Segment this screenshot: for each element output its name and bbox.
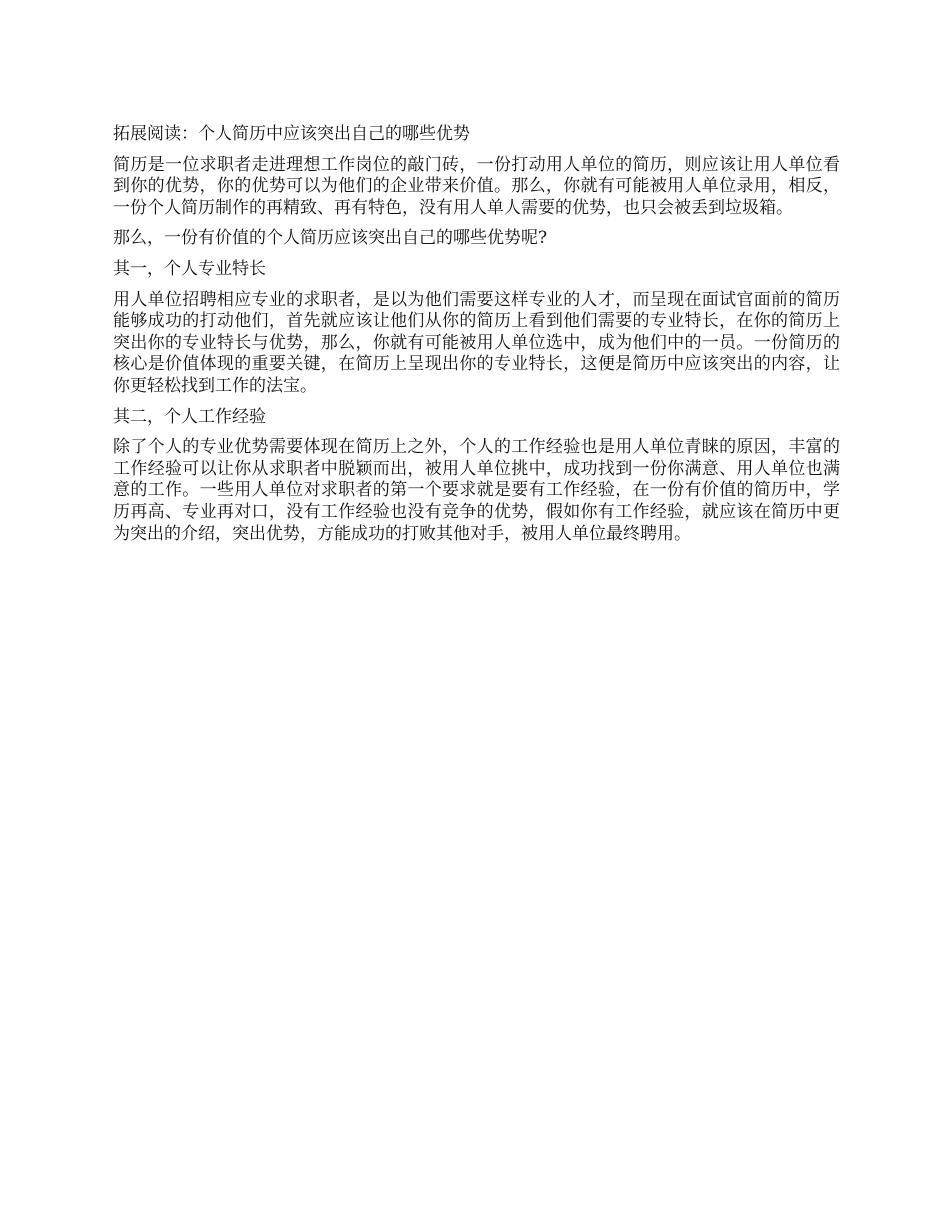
section-heading-1: 其一，个人专业特长 [113, 258, 266, 279]
section-heading-2: 其二，个人工作经验 [113, 406, 266, 427]
section-body-1: 用人单位招聘相应专业的求职者，是以为他们需要这样专业的人才，而呈现在面试官面前的简历能够成功的打动他们，首先就应该让他们从你的简历上看到他们需要的专业特长，在你的简历上突出你的专业特长与优势，那么，你就有可能被用人单位选中，成为他们中的一员。一份简历的核心是价值体现的重要关键，在简历上呈现出你的专业特长，这便是简历中应该突出的内容，让你更轻松找到工作的法宝。 [113, 289, 840, 396]
question-line: 那么，一份有价值的个人简历应该突出自己的哪些优势呢? [113, 228, 548, 249]
document-page [113, 124, 840, 554]
section-body-2: 除了个人的专业优势需要体现在简历上之外，个人的工作经验也是用人单位青睐的原因，丰富的工作经验可以让你从求职者中脱颖而出，被用人单位挑中，成功找到一份你满意、用人单位也满意的工作。一些用人单位对求职者的第一个要求就是要有工作经验，在一份有价值的简历中，学历再高、专业再对口，没有工作经验也没有竞争的优势，假如你有工作经验，就应该在简历中更为突出的介绍，突出优势，方能成功的打败其他对手，被用人单位最终聘用。 [113, 437, 840, 544]
document-title: 拓展阅读：个人简历中应该突出自己的哪些优势 [113, 124, 470, 144]
intro-paragraph: 简历是一位求职者走进理想工作岗位的敲门砖，一份打动用人单位的简历，则应该让用人单位看到你的优势，你的优势可以为他们的企业带来价值。那么，你就有可能被用人单位录用，相反，一份个人简历制作的再精致、再有特色，没有用人单人需要的优势，也只会被丢到垃圾箱。 [113, 154, 840, 218]
